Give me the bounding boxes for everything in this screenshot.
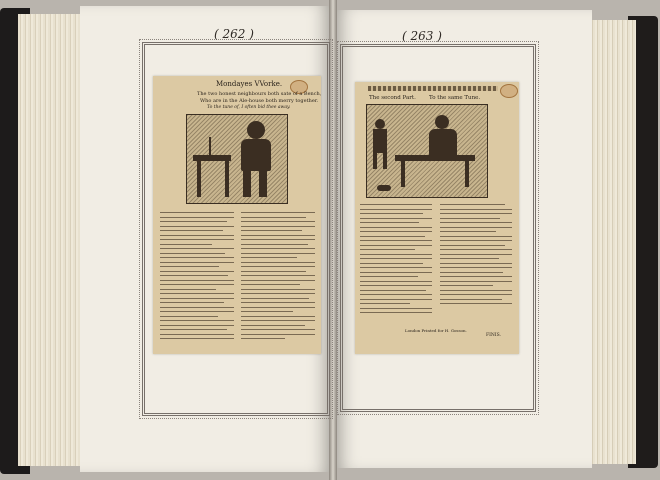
page-edges-right	[590, 20, 636, 464]
page-number-left: ( 262 )	[214, 27, 254, 41]
ballad-title: Mondayes VVorke.	[216, 80, 283, 88]
ballad-imprint: London Printed for H. Gosson.	[405, 328, 467, 333]
woodcut-right	[366, 104, 488, 198]
page-number-left-value: 262	[222, 27, 246, 41]
ballad-finis: FINIS.	[486, 333, 501, 338]
ballad-tune-note: To the tune of, I often bid thee away.	[207, 105, 291, 110]
ballad-text-column-right-1	[360, 204, 432, 317]
ballad-tune-label: To the same Tune.	[429, 95, 481, 101]
ballad-subtitle-line-2: Who are in the Ale-house both merry together.	[200, 98, 319, 104]
woodcut-left	[186, 114, 288, 204]
page-number-right-value: 263	[410, 29, 434, 43]
ballad-text-column-left-2	[241, 212, 315, 343]
page-edges-left	[18, 14, 84, 466]
library-stamp-right	[500, 84, 518, 98]
ballad-part-label: The second Part.	[369, 95, 416, 101]
ballad-subtitle-line-1: The two honest neighbours both sate of a Bench,	[197, 91, 322, 97]
page-number-right: ( 263 )	[402, 29, 442, 43]
ornamental-rule	[368, 86, 498, 91]
book-gutter	[329, 0, 337, 480]
ballad-text-column-right-2	[440, 204, 512, 308]
ballad-text-column-left-1	[160, 212, 234, 343]
